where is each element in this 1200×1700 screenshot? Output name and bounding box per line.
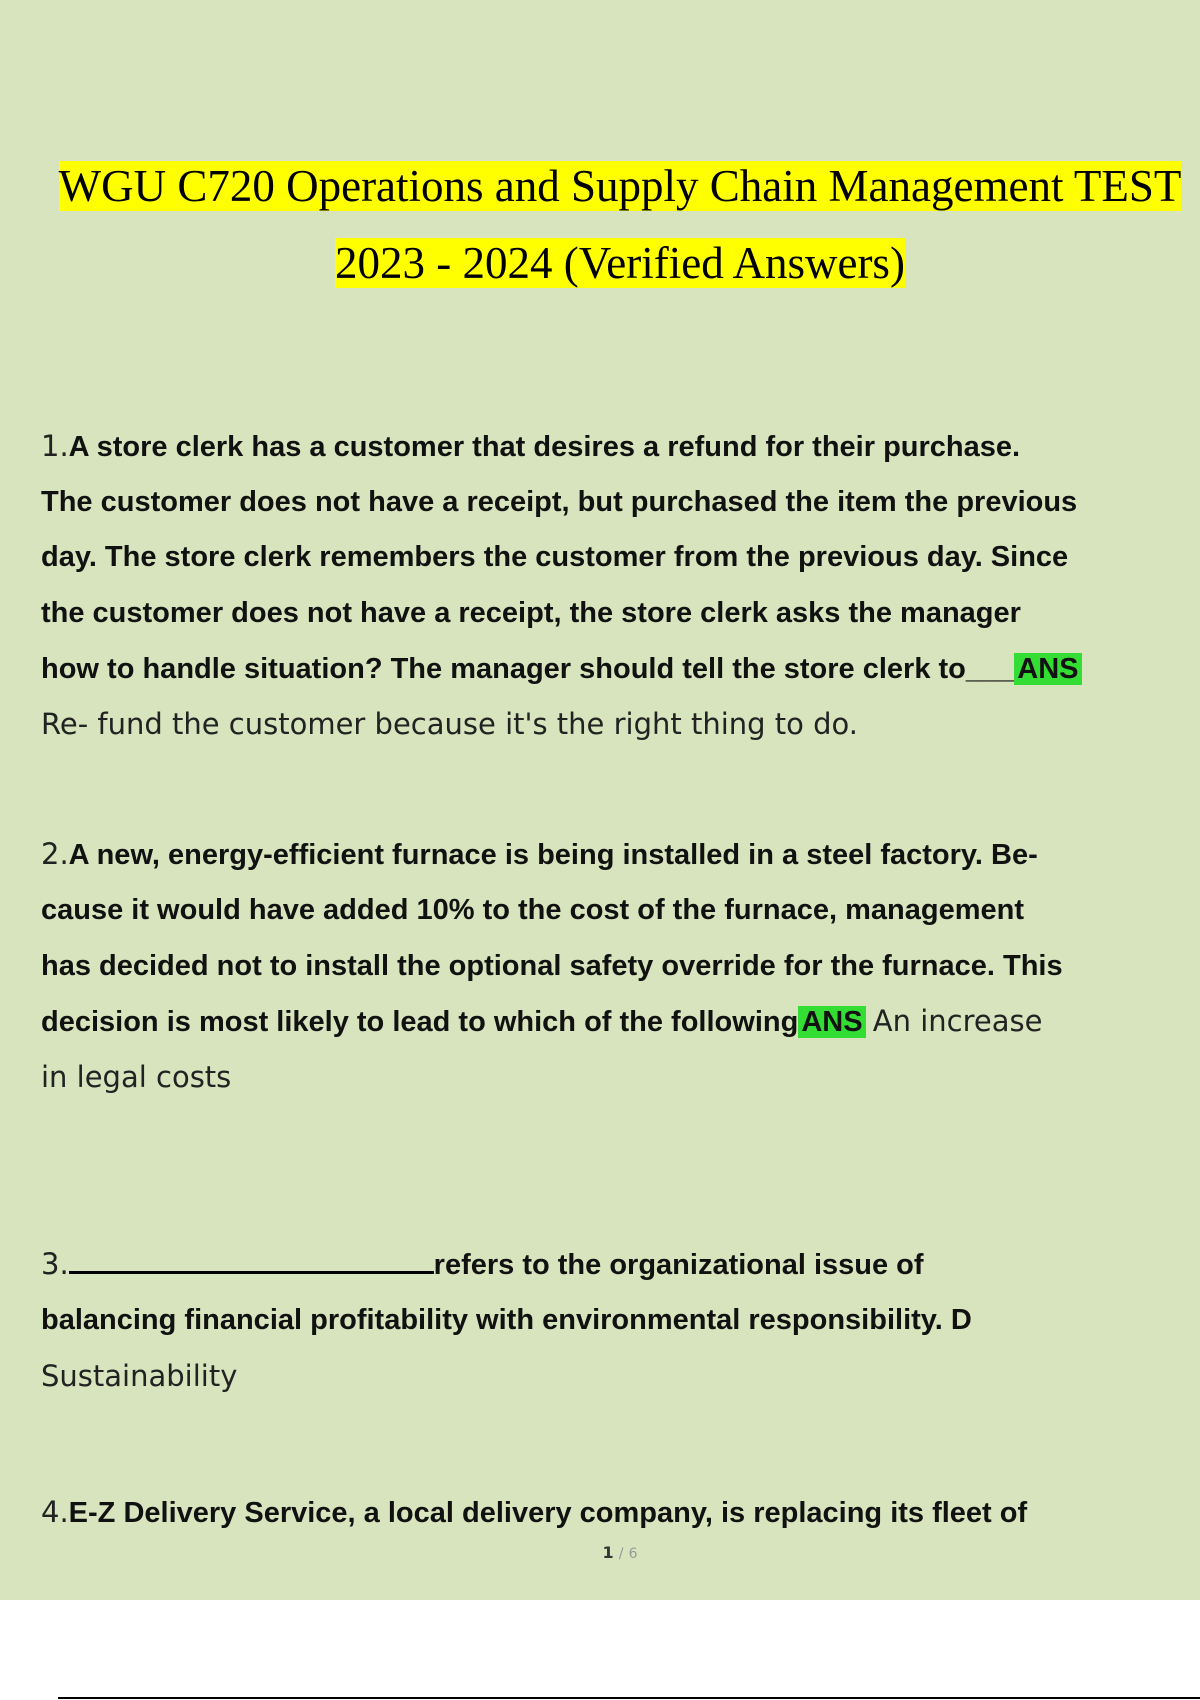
question-1-line-3: day. The store clerk remembers the customer from the previous day. Since: [41, 541, 1069, 573]
question-3-number: 3.: [41, 1247, 69, 1281]
question-1-line-2: The customer does not have a receipt, but purchased the item the previous: [41, 486, 1078, 518]
page-separator: /: [618, 1546, 624, 1562]
page-total: 6: [628, 1546, 638, 1562]
answer-tag-2: ANS: [798, 1006, 865, 1038]
question-1-line-4: the customer does not have a receipt, the store clerk asks the manager: [41, 597, 1021, 629]
answer-3-text: Sustainability: [41, 1359, 238, 1393]
question-1-text: A store clerk has a customer that desires a refund for their purchase.: [68, 431, 1021, 463]
question-3-line-1: [41, 1244, 924, 1285]
question-3-line-2: balancing financial profitability with environmental responsibility. D: [41, 1304, 972, 1336]
question-1-line-5: [41, 649, 1082, 689]
bottom-divider: [58, 1697, 1200, 1699]
question-2-line-1: [41, 834, 1038, 875]
question-2-line-3: has decided not to install the optional safety override for the furnace. This: [41, 950, 1063, 982]
page-indicator: [0, 1543, 1200, 1562]
question-4-number: 4.: [41, 1495, 69, 1529]
answer-2-text-start: An increase: [872, 1004, 1043, 1038]
document-title-line-1: [40, 160, 1200, 212]
answer-2-text-end: in legal costs: [41, 1060, 232, 1094]
title-highlight-1: WGU C720 Operations and Supply Chain Management TEST: [58, 161, 1182, 211]
question-1-number: 1.: [41, 429, 69, 463]
question-4-line-1: [41, 1492, 1027, 1533]
question-2-line-2: cause it would have added 10% to the cost of the furnace, management: [41, 894, 1024, 926]
question-3-text: refers to the organizational issue of: [433, 1249, 924, 1281]
page-current: 1: [602, 1543, 614, 1562]
document-title-line-2: [40, 237, 1200, 289]
question-2-text-end: decision is most likely to lead to which of the following: [41, 1006, 799, 1038]
title-highlight-2: 2023 - 2024 (Verified Answers): [335, 238, 905, 288]
question-4-text: E-Z Delivery Service, a local delivery company, is replacing its fleet of: [68, 1497, 1028, 1529]
question-1-blank: ___: [965, 653, 1015, 685]
question-2-number: 2.: [41, 837, 69, 871]
question-1-text-end: how to handle situation? The manager should tell the store clerk to: [41, 653, 966, 685]
question-3-blank: [69, 1245, 434, 1274]
answer-tag-1: ANS: [1014, 653, 1081, 685]
question-2-line-4: [41, 1001, 1042, 1042]
question-1-line-1: [41, 426, 1020, 467]
question-2-text: A new, energy-efficient furnace is being installed in a steel factory. Be-: [68, 839, 1038, 871]
answer-1-text: Re- fund the customer because it's the right thing to do.: [41, 707, 858, 741]
